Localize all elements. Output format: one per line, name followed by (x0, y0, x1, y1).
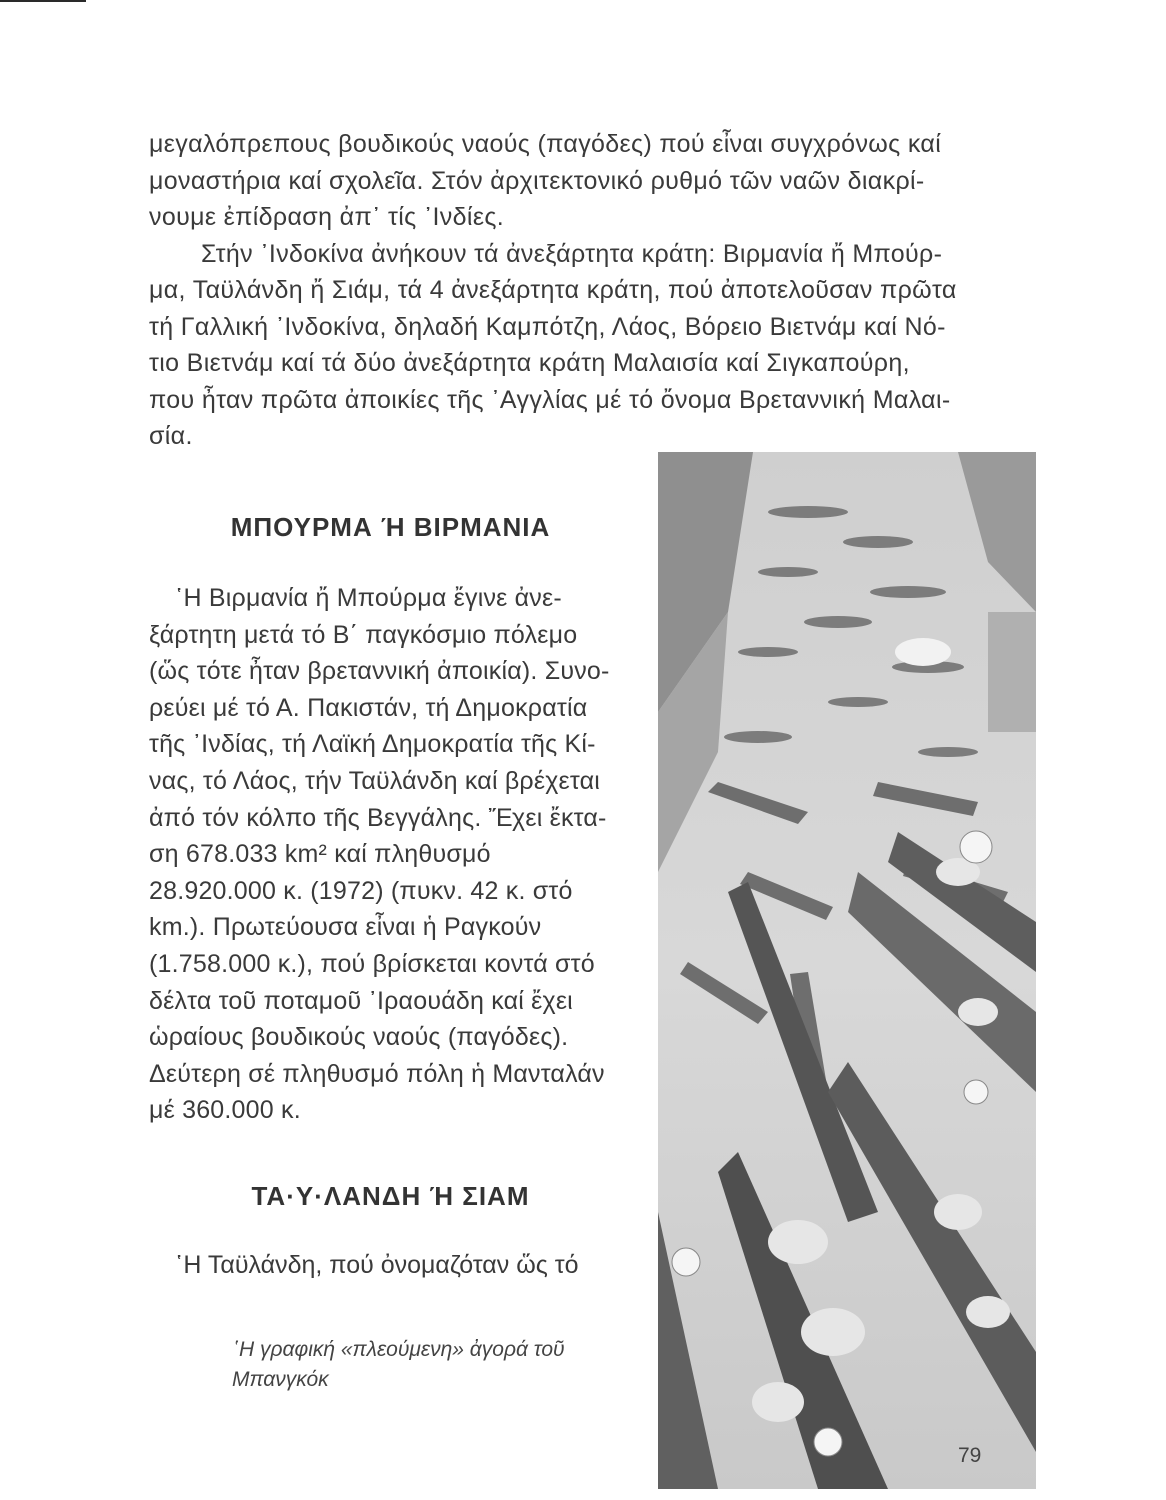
text-line: ση 678.033 km² καί πληθυσμό (149, 840, 491, 869)
top-edge-rule (0, 0, 86, 2)
burma-paragraph (149, 580, 632, 1129)
text-line: ὡραίους βουδικούς ναούς (παγόδες). (149, 1023, 569, 1052)
page-number: 79 (958, 1444, 982, 1467)
section-heading-burma: ΜΠΟΥΡΜΑ Ή ΒΙΡΜΑΝΙΑ (230, 512, 551, 542)
intro-paragraph-2 (149, 236, 999, 455)
text-line: μεγαλόπρεπους βουδικούς ναούς (παγόδες) πού εἶναι συγχρόνως καί (149, 130, 942, 158)
text-line: Στήν ᾿Ινδοκίνα ἀνήκουν τά ἀνεξάρτητα κράτη: Βιρμανία ἤ Μπούρ- (201, 239, 943, 268)
text-line: μέ 360.000 κ. (149, 1096, 301, 1125)
thailand-paragraph: ῾Η Ταϋλάνδη, πού ὀνομαζόταν ὥς τό (175, 1251, 579, 1279)
text-line: νουμε ἐπίδραση ἀπ᾿ τίς ᾿Ινδίες. (149, 203, 505, 231)
text-line: ἀπό τόν κόλπο τῆς Βεγγάλης. Ἔχει ἔκτα- (149, 803, 607, 832)
text-line: σία. (149, 422, 193, 450)
text-line: τῆς ᾿Ινδίας, τή Λαϊκή Δημοκρατία τῆς Κί- (149, 730, 596, 759)
text-line: τιο Βιετνάμ καί τά δύο ἀνεξάρτητα κράτη Μαλαισία καί Σιγκαπούρη, (149, 349, 910, 377)
text-line: νας, τό Λάος, τήν Ταϋλάνδη καί βρέχεται (149, 766, 600, 795)
text-line: δέλτα τοῦ ποταμοῦ ᾿Ιραουάδη καί ἔχει (149, 986, 573, 1015)
text-line: 28.920.000 κ. (1972) (πυκν. 42 κ. στό (149, 876, 573, 905)
floating-market-illustration (658, 452, 1036, 1489)
text-line: μα, Ταϋλάνδη ἤ Σιάμ, τά 4 ἀνεξάρτητα κράτη, πού ἀποτελοῦσαν πρῶτα (149, 276, 957, 304)
section-heading-thailand: ΤΑ·Υ·ΛΑΝΔΗ Ή ΣΙΑΜ (251, 1181, 530, 1211)
text-line: που ἦταν πρῶτα ἀποικίες τῆς ᾿Αγγλίας μέ τό ὄνομα Βρεταννική Μαλαι- (149, 385, 951, 414)
intro-text (149, 126, 999, 455)
text-line: ῾Η Βιρμανία ἤ Μπούρμα ἔγινε ἀνε- (175, 584, 562, 612)
text-line: ξάρτητη μετά τό Β΄ παγκόσμιο πόλεμο (149, 620, 578, 649)
photo-caption: ῾Η γραφική «πλεούμενη» ἀγορά τοῦ Μπανγκόκ (232, 1338, 565, 1391)
text-line: (ὥς τότε ἦταν βρεταννική ἀποικία). Συνο- (149, 657, 610, 686)
floating-market-photo (658, 452, 1036, 1489)
intro-paragraph-1 (149, 126, 999, 236)
burma-section-text (149, 580, 632, 1129)
text-line: τή Γαλλική ᾿Ινδοκίνα, δηλαδή Καμπότζη, Λάος, Βόρειο Βιετνάμ καί Νό- (149, 312, 946, 341)
text-line: (1.758.000 κ.), πού βρίσκεται κοντά στό (149, 949, 595, 978)
text-line: ρεύει μέ τό Α. Πακιστάν, τή Δημοκρατία (149, 693, 588, 722)
right-dock (988, 612, 1036, 732)
text-line: μοναστήρια καί σχολεῖα. Στόν ἀρχιτεκτονικό ρυθμό τῶν ναῶν διακρί- (149, 166, 925, 195)
text-line: km.). Πρωτεύουσα εἶναι ἡ Ραγκούν (149, 913, 542, 942)
umbrella-icon (895, 638, 951, 666)
text-line: Δεύτερη σέ πληθυσμό πόλη ἡ Μανταλάν (149, 1059, 605, 1088)
